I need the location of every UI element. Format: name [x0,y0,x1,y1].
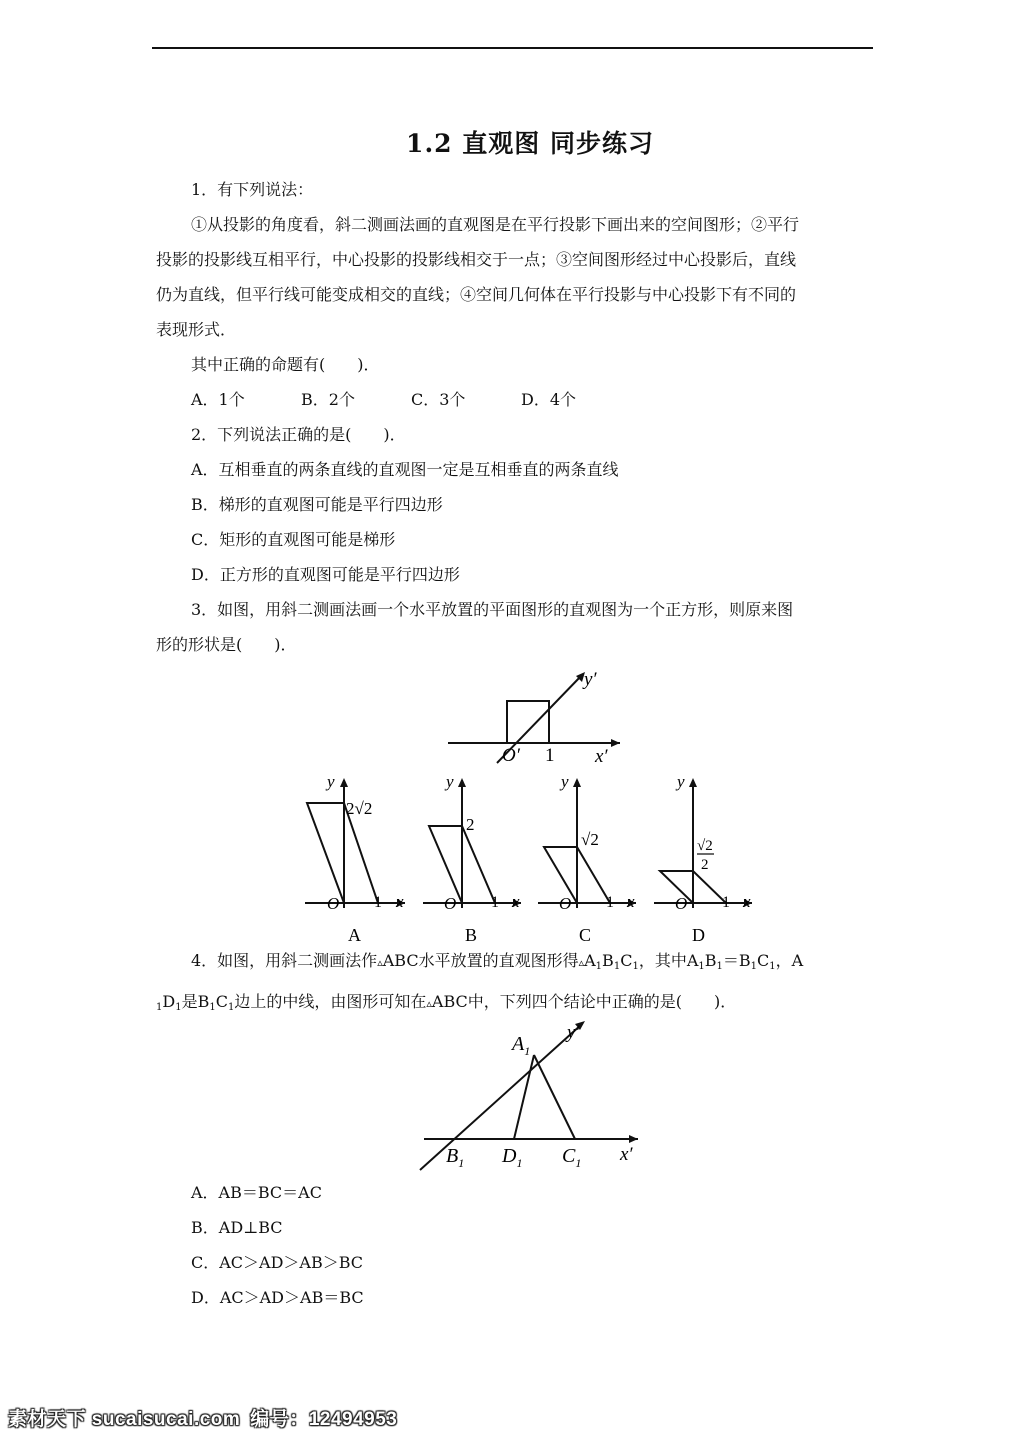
y-axis-arrow [573,778,581,787]
vertex-subscript: 1 [516,1156,523,1170]
q2-option-a: A．互相垂直的两条直线的直观图一定是互相垂直的两条直线 [191,460,619,479]
origin-label: O [675,894,688,913]
tick-x-label: 1 [374,894,382,911]
q1-option-a: A．1个 [191,390,245,409]
tick-y-label: 2 [466,815,475,834]
q4-stem-part: ，A [775,951,804,970]
y-axis-arrow [340,778,348,787]
question-1 [156,172,872,417]
q4-option-c: C．AC＞AD＞AB＞BC [191,1253,364,1272]
x-axis-arrow [629,1135,638,1143]
q1-stem: 1．有下列说法： [191,180,314,199]
vertex-letter: C [562,1145,576,1167]
q3-stem-cont: 形的形状是( )． [156,635,297,654]
header-rule [152,47,873,49]
q4-figure [410,1010,650,1175]
option-caption: C [579,925,592,945]
x-axis-arrow [611,739,620,747]
q4-stem-part: 边上的中线，由图形可知在 [234,992,427,1011]
watermark-id-value: 12494953 [308,1409,398,1430]
q4-stem-part: 4．如图，用斜二测画法作 [191,951,378,970]
q4-option-a: A．AB＝BC＝AC [191,1183,322,1202]
q1-statement-line: 仍为直线，但平行线可能变成相交的直线；④空间几何体在平行投影与中心投影下有不同的 [156,285,797,304]
x-label: x [512,892,520,911]
tick-x-label: 1 [491,894,499,911]
x-label: x [743,892,751,911]
q4-stem-part: 是 [181,992,198,1011]
y-label: y′ [584,669,597,690]
q4-stem-cont: $_1D_1$是$B_1C_1$边上的中线，由图形可知在▵ABC中，下列四个结论中正确的是( )． [156,992,737,1013]
q2-stem: 2．下列说法正确的是( )． [191,425,406,444]
x-label: x′ [620,1144,633,1165]
q1-statement-line: 表现形式． [156,320,237,339]
tick-x-label: 1 [722,894,730,911]
q1-option-d: D．4个 [521,390,577,409]
tick-x-label: 1 [606,894,614,911]
origin-label: O [444,894,457,913]
vertex-letter: B [446,1145,459,1167]
option-caption: A [348,925,361,945]
q3-figure-c [536,770,646,945]
y-label: y [446,772,454,791]
tick-y-label: 2√2 [346,799,373,818]
square [507,701,549,743]
vertex-subscript: 1 [458,1156,465,1170]
x-label: x [627,892,635,911]
q1-ask: 其中正确的命题有( )． [191,355,380,374]
y-label: y [327,772,335,791]
watermark-site: 素材天下 sucaisucai.com [8,1409,241,1430]
vertex-letter: D [502,1145,517,1167]
origin-label: O′ [502,745,520,766]
vertex-a1-label [510,1033,530,1058]
vertex-b1-label [446,1145,464,1170]
y-label: y [561,772,569,791]
x-label: x′ [595,746,608,767]
y-label: y′ [567,1022,580,1043]
side-a1c1 [534,1055,575,1139]
tick-label: 1 [545,745,555,766]
q1-statement-line: 投影的投影线互相平行，中心投影的投影线相交于一点；③空间图形经过中心投影后，直线 [156,250,797,269]
vertex-c1-label [562,1145,581,1170]
q1-option-b: B．2个 [301,390,355,409]
option-caption: D [692,925,705,945]
q3-main-figure [440,665,630,770]
q4-option-b: B．AD⊥BC [191,1218,283,1237]
q1-options [156,382,872,417]
vertex-letter: A [512,1033,525,1055]
q4-option-d: D．AC＞AD＞AB＝BC [191,1288,364,1307]
q3-figure-a [300,770,416,945]
question-3 [156,592,872,662]
y-label: y [677,772,685,791]
y-axis [420,1024,582,1170]
q2-option-d: D．正方形的直观图可能是平行四边形 [191,565,460,584]
q3-figure-b [420,770,532,945]
q3-figure-d [652,770,760,945]
q4-stem: 4．如图，用斜二测画法作▵ABC水平放置的直观图形得$▵A_1B_1C_1$，其中$A_1B_1=B_1C_1$，A [191,951,804,972]
q2-option-c: C．矩形的直观图可能是梯形 [191,530,396,549]
q4-stem-part: ，其中 [638,951,687,970]
q1-option-c: C．3个 [411,390,466,409]
q3-stem: 3．如图，用斜二测画法画一个水平放置的平面图形的直观图为一个正方形，则原来图 [191,600,794,619]
origin-label: O [327,894,340,913]
page-title: 1.2 直观图 同步练习 [406,129,654,158]
q4-stem-part: ABC中，下列四个结论中正确的是( )． [431,992,737,1011]
y-axis-arrow [689,778,697,787]
q4-options [156,1175,872,1315]
vertex-subscript: 1 [524,1044,531,1058]
q1-statement-line: ①从投影的角度看，斜二测画法画的直观图是在平行投影下画出来的空间图形；②平行 [191,215,800,234]
question-2 [156,417,872,592]
watermark-id-label: 编号： [250,1409,309,1430]
option-caption: B [465,925,478,945]
x-label: x [396,892,404,911]
watermark-footer [8,1404,407,1431]
y-axis-arrow [458,778,466,787]
parallelogram [307,803,378,903]
vertex-subscript: 1 [575,1156,582,1170]
q4-stem-part: ABC水平放置的直观图形得 [382,951,579,970]
origin-label: O [559,894,572,913]
q2-option-b: B．梯形的直观图可能是平行四边形 [191,495,443,514]
median-a1d1 [514,1055,534,1139]
tick-y-numerator: √2 [697,838,713,854]
tick-y-denominator: 2 [701,857,709,873]
vertex-d1-label [501,1145,522,1170]
tick-y-label: √2 [581,830,599,849]
